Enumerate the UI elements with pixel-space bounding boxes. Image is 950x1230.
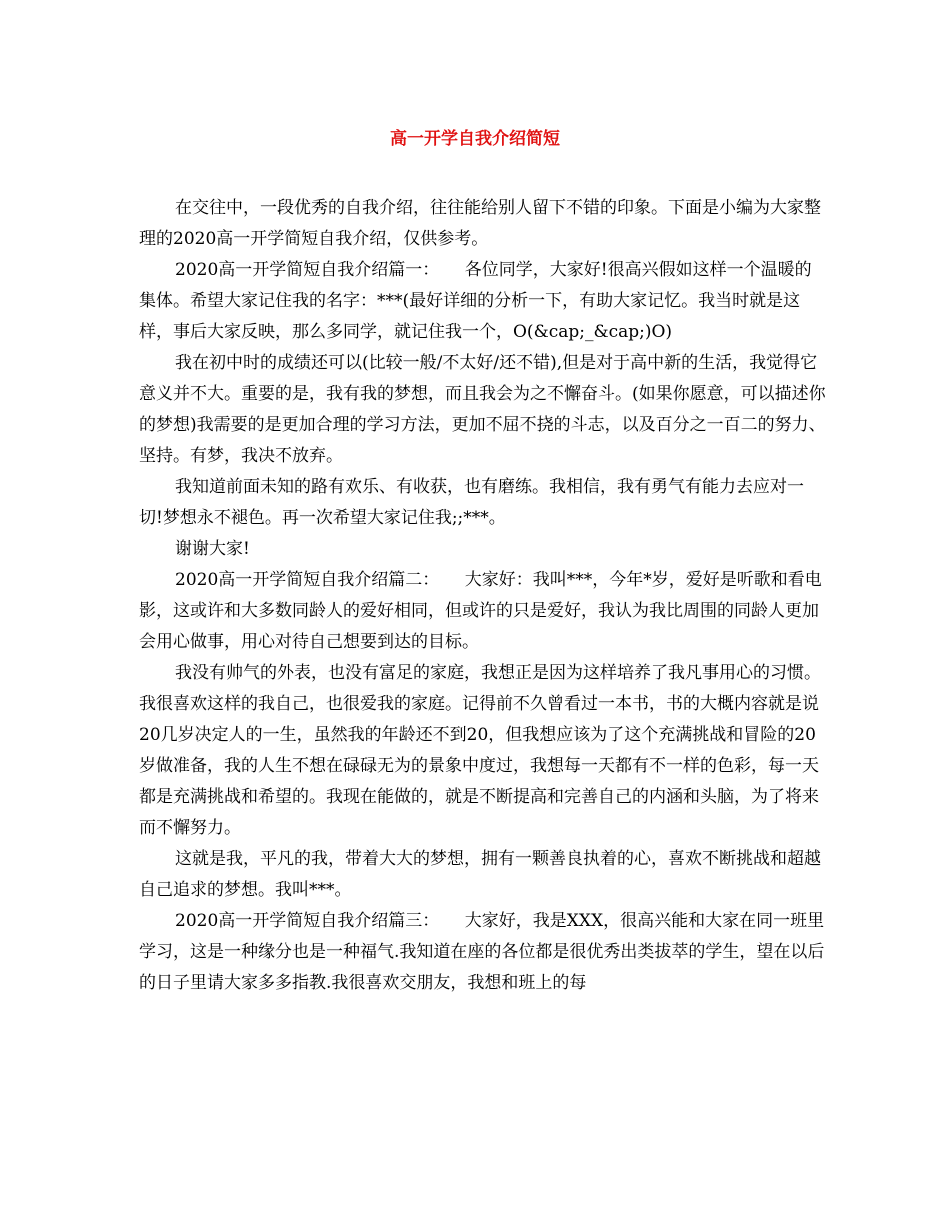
paragraph-future: 我知道前面未知的路有欢乐、有收获，也有磨练。我相信，我有勇气有能力去应对一切!梦想永不褪色。再一次希望大家记住我;;***。 [139, 477, 804, 528]
paragraph-part-two: 2020高一开学简短自我介绍篇二： 大家好：我叫***，今年*岁，爱好是听歌和看电影，这或许和大多数同龄人的爱好相同，但或许的只是爱好，我认为我比周围的同龄人更加会用心做事，用心对待自己想要到达的目标。 [139, 570, 822, 652]
paragraph-this-is-me: 这就是我，平凡的我，带着大大的梦想，拥有一颗善良执着的心，喜欢不断挑战和超越自己追求的梦想。我叫***。 [139, 849, 821, 900]
paragraph-part-three: 2020高一开学简短自我介绍篇三： 大家好，我是XXX，很高兴能和大家在同一班里学习，这是一种缘分也是一种福气.我知道在座的各位都是很优秀出类拔萃的学生，望在以后的日子里请大家多多指教.我很喜欢交朋友，我想和班上的每 [139, 911, 825, 993]
paragraph-grades: 我在初中时的成绩还可以(比较一般/不太好/还不错),但是对于高中新的生活，我觉得它意义并不大。重要的是，我有我的梦想，而且我会为之不懈奋斗。(如果你愿意，可以描述你的梦想)我需要的是更加合理的学习方法，更加不屈不挠的斗志，以及百分之一百二的努力、坚持。有梦，我决不放弃。 [139, 353, 826, 466]
paragraph-background: 我没有帅气的外表，也没有富足的家庭，我想正是因为这样培养了我凡事用心的习惯。我很喜欢这样的我自己，也很爱我的家庭。记得前不久曾看过一本书，书的大概内容就是说20几岁决定人的一生，虽然我的年龄还不到20，但我想应该为了这个充满挑战和冒险的20岁做准备，我的人生不想在碌碌无为的景象中度过，我想每一天都有不一样的色彩，每一天都是充满挑战和希望的。我现在能做的，就是不断提高和完善自己的内涵和头脑，为了将来而不懈努力。 [139, 663, 821, 838]
paragraph-part-one: 2020高一开学简短自我介绍篇一： 各位同学，大家好!很高兴假如这样一个温暖的集体。希望大家记住我的名字：***(最好详细的分析一下，有助大家记忆。我当时就是这样，事后大家反映，那么多同学，就记住我一个，O(&cap;_&cap;)O) [139, 260, 812, 342]
paragraph-thanks: 谢谢大家! [175, 539, 250, 559]
document-title: 高一开学自我介绍简短 [390, 129, 560, 149]
paragraph-intro: 在交往中，一段优秀的自我介绍，往往能给别人留下不错的印象。下面是小编为大家整理的2020高一开学简短自我介绍，仅供参考。 [139, 198, 821, 249]
document-body [139, 193, 827, 999]
